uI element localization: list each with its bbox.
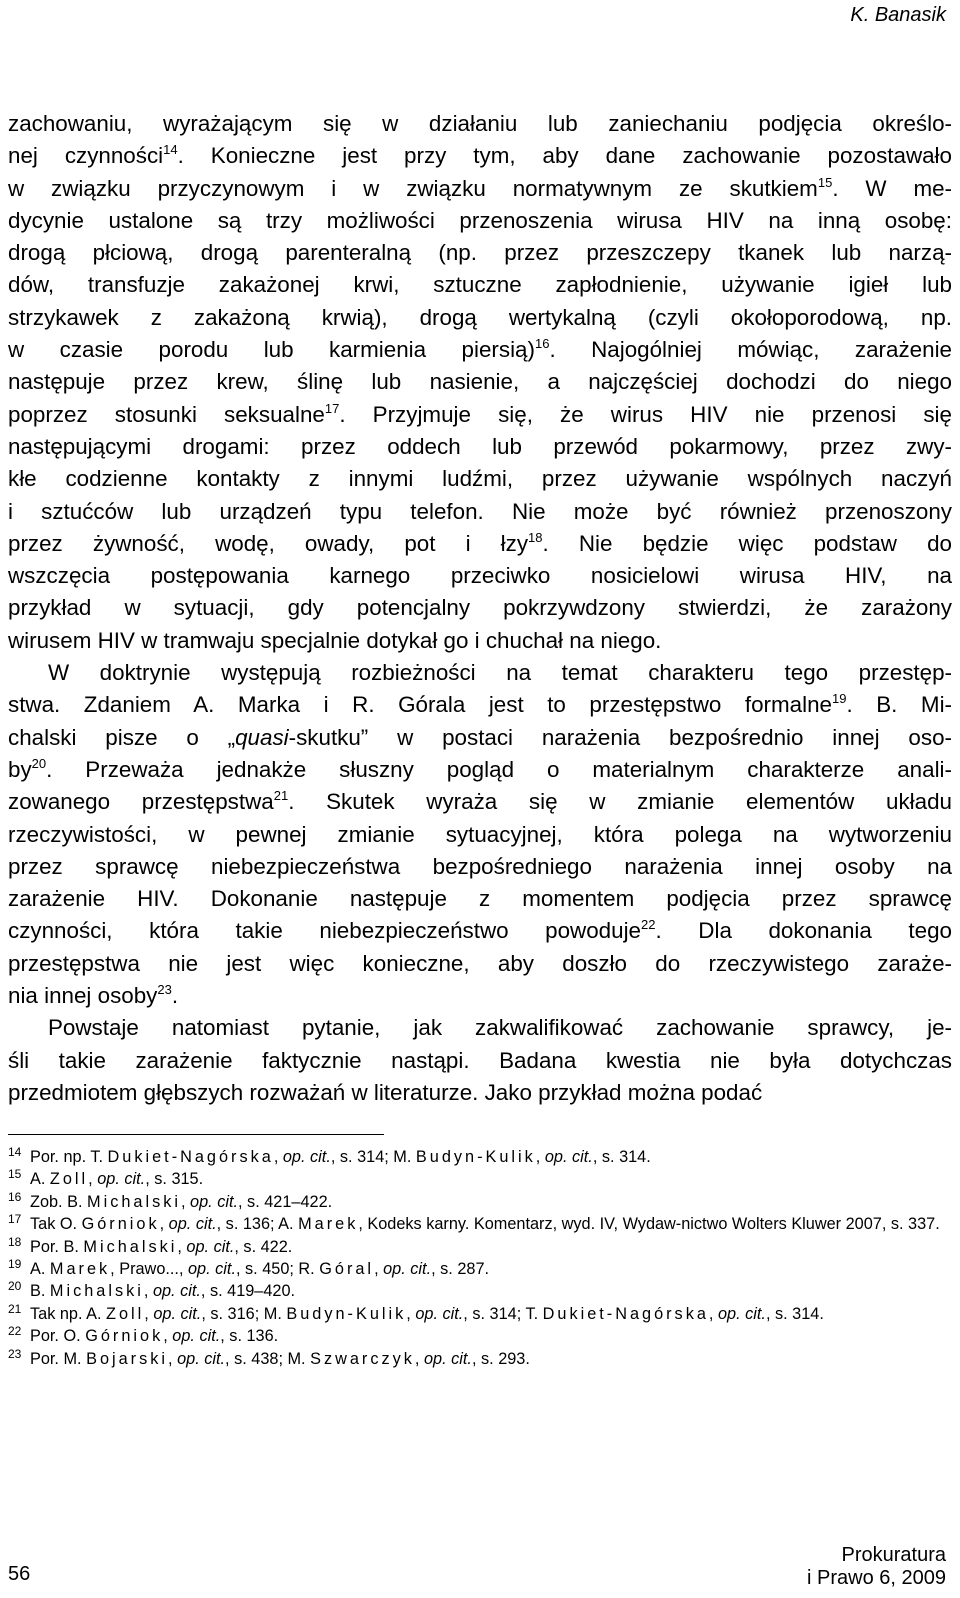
author-name: Michalski [83,1237,178,1256]
footnote-text: Por. M. Bojarski, op. cit., s. 438; M. Szwarczyk, op. cit., s. 293. [30,1349,530,1368]
author-name: Góral [319,1260,375,1279]
footnote-ref: 16 [534,336,550,352]
text-line: przykład w sytuacji, gdy potencjalny pokrzywdzony stwierdzi, że zarażony [8,595,952,621]
footnote-number: 23 [8,1346,22,1361]
footnote-number: 16 [8,1189,22,1204]
text-line: stwa. Zdaniem A. Marka i R. Górala jest to przestępstwo formalne$^{19}$. B. Mi- [8,691,953,718]
footnote-number: 22 [8,1324,22,1339]
text-line: dów, transfuzje zakażonej krwi, sztuczne zapłodnienie, używanie igieł lub [8,272,952,298]
text-line: w czasie porodu lub karmienia piersią)$^{16}$. Najogólniej mówiąc, zarażenie [8,336,952,363]
paragraph [8,108,952,657]
footnote-ref: 20 [31,755,47,771]
text-line: drogą płciową, drogą parenteralną (np. przez przeszczepy tkanek lub narzą- [8,240,952,266]
footnote-text: Zob. B. Michalski, op. cit., s. 421–422. [30,1192,333,1211]
footnote-ref: 18 [528,529,543,545]
text-line: nia innej osoby$^{23}$. [8,982,179,1009]
running-header-author: K. Banasik [850,4,946,26]
footnote-text: B. Michalski, op. cit., s. 419–420. [30,1282,296,1301]
text-line: przez sprawcę niebezpieczeństwa bezpośredniego narażenia innej osoby na [8,853,952,879]
footnote [8,1280,942,1302]
footnote [8,1325,942,1347]
text-line: czynności, która takie niebezpieczeństwo powoduje$^{22}$. Dla dokonania tego [8,917,952,944]
author-name: Budyn-Kulik [415,1148,536,1166]
author-name: Michalski [87,1192,181,1211]
text-line: $by^{20}$. Przeważa jednakże słuszny pogląd o materialnym charakterze anali- [8,755,952,782]
footnote [8,1236,942,1258]
footnote [8,1146,942,1168]
author-name: Dukiet-Nagórska [107,1148,274,1166]
text-line: chalski pisze o „quasi-skutku” w postaci narażenia bezpośrednio innej oso- [8,724,952,750]
text-line: kłe codzienne kontakty z innymi ludźmi, przez używanie wspólnych naczyń [8,466,952,492]
text-line: wszczęcia postępowania karnego przeciwko nosicielowi wirusa HIV, na [8,563,952,589]
text-line: nej czynności$^{14}$. Konieczne jest przy tym, aby dane zachowanie pozostawało [8,142,952,169]
text-line: wirusem HIV w tramwaju specjalnie dotykał go i chuchał na niego. [8,627,662,653]
footnote-text: Tak np. A. Zoll, op. cit., s. 316; M. Budyn-Kulik, op. cit., s. 314; T. Dukiet-Nagórska, op. cit., s. 314. [30,1304,824,1323]
text-line: i sztućców lub urządzeń typu telefon. Nie może być również przenoszony [8,498,952,524]
text-line: strzykawek z zakażoną krwią), drogą wertykalną (czyli okołoporodową, np. [8,304,952,330]
author-name: Dukiet-Nagórska [542,1304,709,1323]
footnote-text: A. Marek, Prawo..., op. cit., s. 450; R. Góral, op. cit., s. 287. [30,1260,490,1279]
footnote [8,1213,942,1235]
footnotes [8,1146,942,1370]
footnote [8,1191,942,1213]
text-line: rzeczywistości, w pewnej zmianie sytuacyjnej, która polega na wytworzeniu [8,821,952,847]
journal-footer [807,1544,946,1590]
author-name: Marek [298,1215,359,1234]
footnote-number: 14 [8,1145,22,1159]
paragraph [8,657,952,1012]
journal-title: Prokuratura [841,1544,946,1566]
text-line: w związku przyczynowym i w związku normatywnym ze skutkiem$^{15}$. W me- [8,174,953,201]
footnote-ref: 19 [832,691,847,707]
text-line: W doktrynie występują rozbieżności na temat charakteru tego przestęp- [48,660,952,686]
text-line: poprzez stosunki seksualne$^{17}$. Przyjmuje się, że wirus HIV nie przenosi się [8,400,952,427]
text-line: następującymi drogami: przez oddech lub przewód pokarmowy, przez zwy- [8,433,952,459]
text-line: zachowaniu, wyrażającym się w działaniu lub zaniechaniu podjęcia określo- [8,111,952,136]
author-name: Górniok [81,1215,160,1234]
footnote-number: 20 [8,1279,22,1294]
footnote-separator [8,1134,384,1135]
journal-issue: i Prawo 6, 2009 [807,1567,946,1589]
footnote-ref: 14 [163,142,178,158]
author-name: Budyn-Kulik [286,1304,407,1323]
footnote-text: Por. B. Michalski, op. cit., s. 422. [30,1237,293,1256]
footnote-number: 15 [8,1167,22,1182]
footnote [8,1303,942,1325]
footnote-text: Por. np. T. Dukiet-Nagórska, op. cit., s. 314; M. Budyn-Kulik, op. cit., s. 314. [30,1148,651,1166]
footnote-ref: 21 [273,788,289,804]
author-name: Szwarczyk [310,1349,415,1368]
text-line: przez żywność, wodę, owady, pot i łzy$^{18}$. Nie będzie więc podstaw do [8,529,953,556]
text-line: przestępstwa nie jest więc konieczne, aby doszło do rzeczywistego zaraże- [8,950,952,976]
author-name: Marek [49,1260,111,1279]
page-number: 56 [8,1563,31,1585]
footnote-number: 21 [8,1301,22,1316]
footnote-text: Tak O. Górniok, op. cit., s. 136; A. Marek, Kodeks karny. Komentarz, wyd. IV, Wydaw-nictwo Wolters Kluwer 2007, s. 337. [30,1215,940,1234]
footnote [8,1168,942,1190]
footnote-text: Por. O. Górniok, op. cit., s. 136. [30,1327,279,1346]
footnote-number: 18 [8,1234,22,1249]
text-line: śli takie zarażenie faktycznie nastąpi. Badana kwestia nie była dotychczas [8,1047,952,1073]
footnote-ref: 15 [817,174,833,190]
text-line: następuje przez krew, ślinę lub nasienie, a najczęściej dochodzi do niego [8,369,952,395]
author-name: Zoll [106,1304,145,1323]
footnote [8,1348,942,1370]
author-name: Michalski [49,1282,144,1301]
footnote-number: 19 [8,1257,22,1272]
text-line: zowanego przestępstwa$^{21}$. Skutek wyraża się w zmianie elementów układu [8,788,952,815]
text-line: przedmiotem głębszych rozważań w literaturze. Jako przykład można podać [8,1079,763,1105]
main-text [8,108,952,1109]
text-line: dycynie ustalone są trzy możliwości przenoszenia wirusa HIV na inną osobę: [8,207,952,233]
paragraph [8,1012,952,1109]
footnote-ref: 23 [157,982,172,998]
author-name: Górniok [85,1327,164,1346]
text-line: zarażenie HIV. Dokonanie następuje z momentem podjęcia przez sprawcę [8,886,952,912]
author-name: Zoll [49,1170,89,1189]
text-line: Powstaje natomiast pytanie, jak zakwalifikować zachowanie sprawcy, je- [48,1015,952,1041]
footnote-number: 17 [8,1212,22,1227]
footnote-ref: 22 [641,917,656,933]
footnote-text: A. Zoll, op. cit., s. 315. [30,1170,204,1189]
footnote-ref: 17 [324,400,340,416]
footnote [8,1258,942,1280]
author-name: Bojarski [86,1349,169,1368]
